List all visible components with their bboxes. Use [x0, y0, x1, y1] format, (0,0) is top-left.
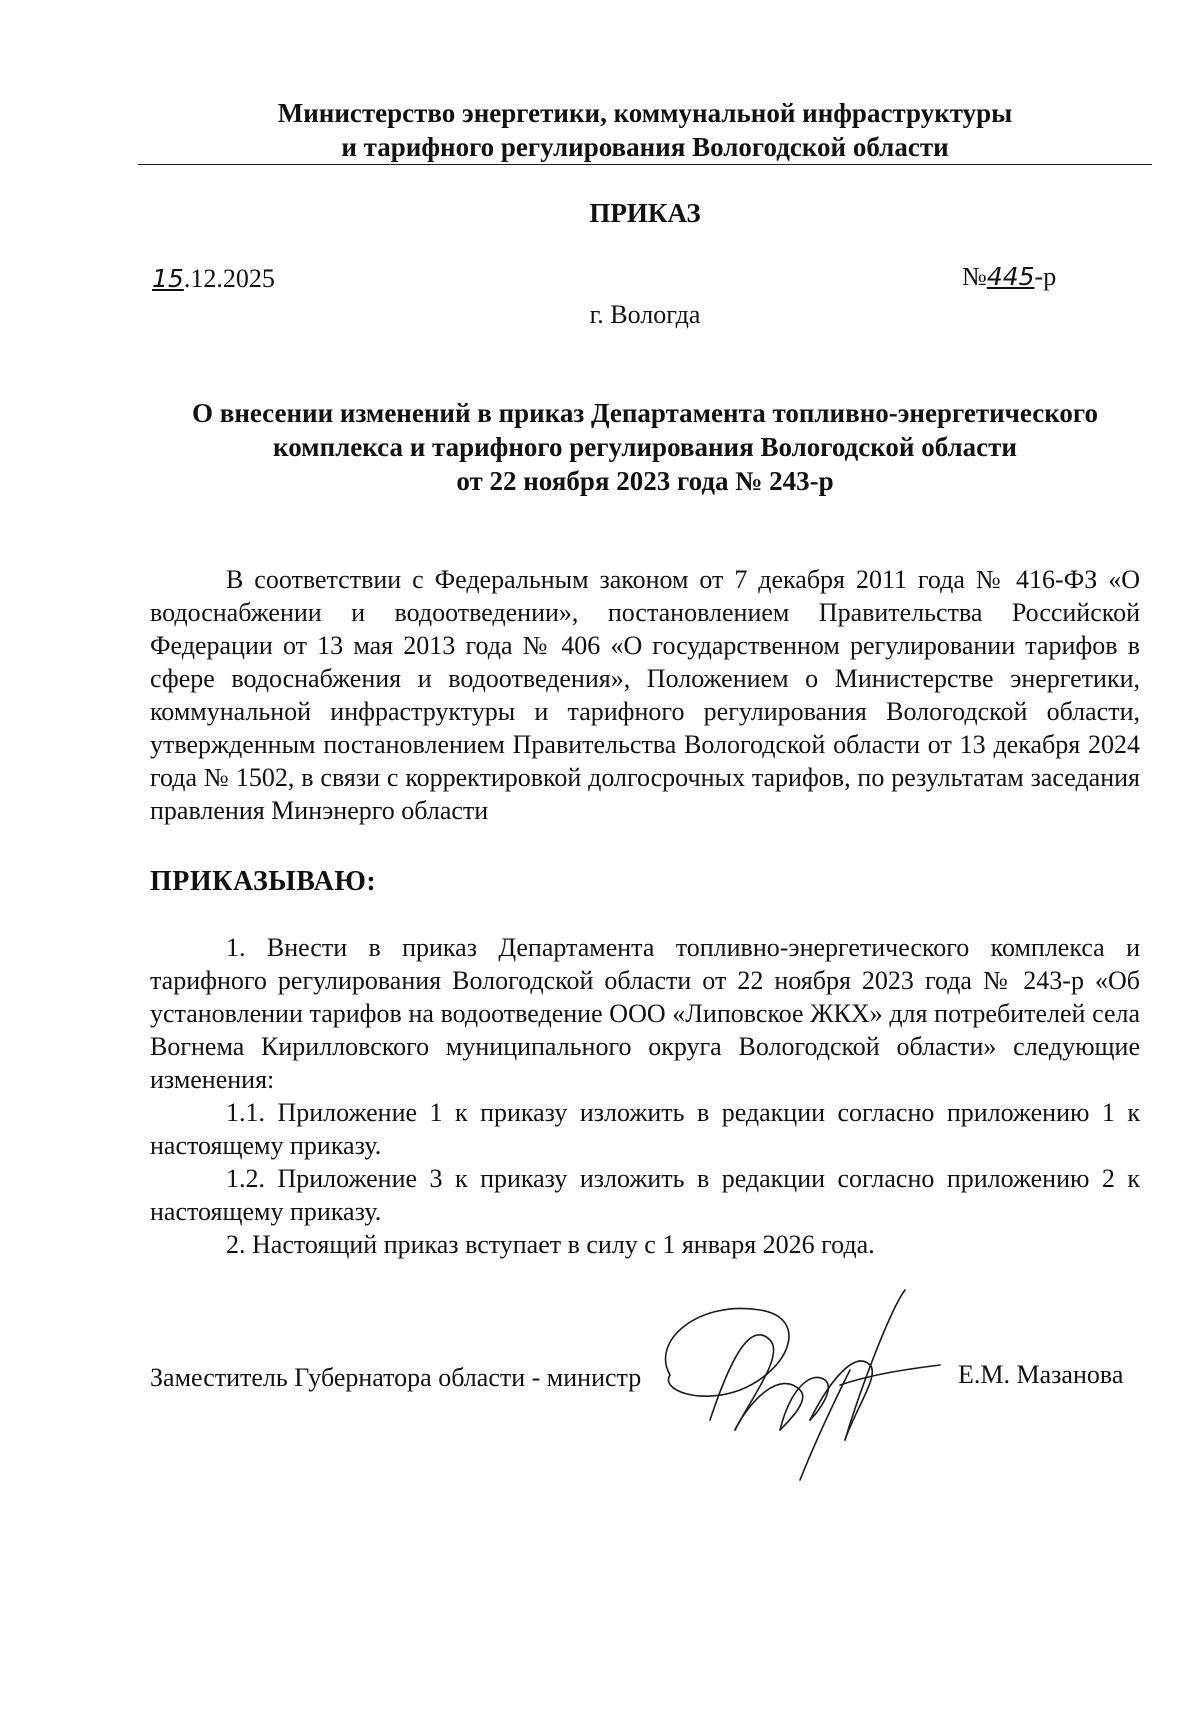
order-item-2: 2. Настоящий приказ вступает в силу с 1 января 2026 года. — [226, 1230, 875, 1259]
order-number-suffix: -р — [1034, 262, 1057, 291]
preamble-block — [150, 563, 1140, 827]
order-subject-line3: от 22 ноября 2023 года № 243-р — [456, 466, 834, 496]
order-city: г. Вологда — [589, 300, 701, 329]
preamble-paragraph: В соответствии с Федеральным законом от 7 декабря 2011 года № 416-ФЗ «О водоснабжении и водоотведении», постановлением Правительства Российской Федерации от 13 мая 2013 года № 406 «О государственном регулировании тарифов в сфере водоснабжения и водоотведения», Положением о Министерстве энергетики, коммунальной инфраструктуры и тарифного регулирования Вологодской области, утвержденным постановлением Правительства Вологодской области от 13 декабря 2024 года № 1502, в связи с корректировкой долгосрочных тарифов, по результатам заседания правления Минэнерго области — [150, 565, 1140, 825]
ministry-header — [140, 96, 1150, 164]
order-items — [150, 931, 1140, 1261]
handwritten-signature — [640, 1280, 960, 1490]
order-number-prefix: № — [962, 262, 987, 291]
signatory-position: Заместитель Губернатора области - министр — [150, 1363, 642, 1392]
order-number — [962, 262, 1056, 292]
header-divider — [138, 164, 1152, 165]
ministry-header-line1: Министерство энергетики, коммунальной инфраструктуры — [277, 98, 1013, 128]
order-date-day: 15 — [152, 264, 184, 293]
order-subject-line2: комплекса и тарифного регулирования Вологодской области — [273, 432, 1017, 462]
document-title: ПРИКАЗ — [589, 198, 701, 228]
order-directive: ПРИКАЗЫВАЮ: — [150, 866, 377, 897]
order-item-1: 1. Внести в приказ Департамента топливно-энергетического комплекса и тарифного регулирования Вологодской области от 22 ноября 2023 года № 243-р «Об установлении тарифов на водоотведение ООО «Липовское ЖКХ» для потребителей села Вогнема Кирилловского муниципального округа Вологодской области» следующие изменения: — [150, 933, 1140, 1094]
order-subject-line1: О внесении изменений в приказ Департамента топливно-энергетического — [191, 398, 1098, 428]
order-item-1-2: 1.2. Приложение 3 к приказу изложить в редакции согласно приложению 2 к настоящему приказу. — [150, 1164, 1140, 1226]
ministry-header-line2: и тарифного регулирования Вологодской области — [341, 132, 949, 162]
signatory-name: Е.М. Мазанова — [958, 1360, 1124, 1389]
order-date-rest: .12.2025 — [183, 264, 275, 293]
order-item-1-1: 1.1. Приложение 1 к приказу изложить в редакции согласно приложению 1 к настоящему приказу. — [150, 1098, 1140, 1160]
order-date — [152, 264, 275, 294]
order-number-value: 445 — [986, 262, 1035, 291]
order-subject — [140, 396, 1150, 498]
